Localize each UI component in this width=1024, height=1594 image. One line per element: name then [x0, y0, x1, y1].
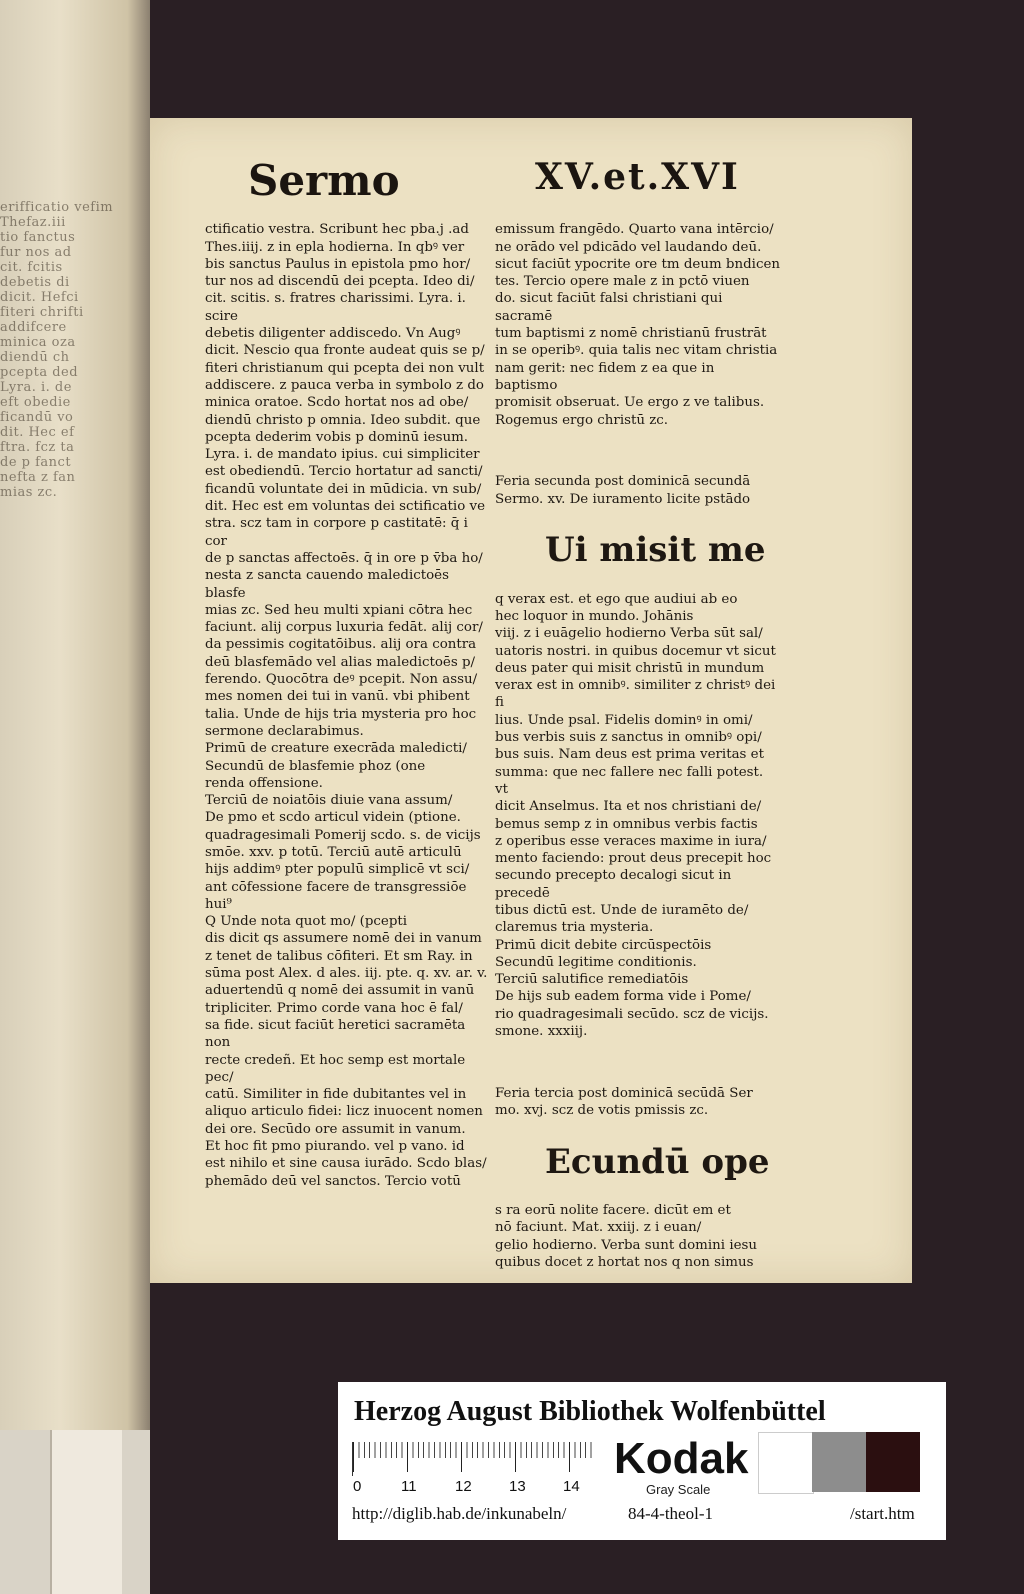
gray-swatch-dark — [866, 1432, 920, 1492]
right-column-text-e: s ra eorū nolite facere. dicūt em et nō faciunt. Mat. xxiij. z i euan/ gelio hodierno. Verba sunt domini iesu quibus docet z hortat nos q non simus — [495, 1203, 758, 1271]
gray-scale-text: Gray Scale — [646, 1482, 711, 1497]
decorated-incipit-2: Ecundū ope — [545, 1141, 770, 1182]
book-leaf — [150, 118, 912, 1283]
start-path: /start.htm — [850, 1504, 915, 1523]
gray-swatch-mid — [812, 1432, 866, 1492]
ruler-number: 14 — [563, 1478, 580, 1495]
running-head-left: Sermo — [248, 156, 400, 205]
rubric-feria-tercia: Feria tercia post dominicā secūdā Ser mo. xvj. scz de votis pmissis zc. — [495, 1085, 753, 1119]
left-column — [205, 202, 493, 1207]
ruler-number: 13 — [509, 1478, 526, 1495]
rubric-feria-secunda: Feria secunda post dominicā secundā Sermo. xv. De iuramento licite pstādo — [495, 474, 751, 507]
library-label — [338, 1382, 946, 1540]
left-column-text: ctificatio vestra. Scribunt hec pba.j .ad Thes.iiij. z in epla hodierna. In qbꝰ ver bis sanctus Paulus in epistola pmo hor/ tur nos ad discendū dei pcepta. Ideo di/ cit. scitis. s. fratres charissimi. Lyra. i. scire debetis diligenter addiscedo. Vn Augꝰ dicit. Nescio qua fronte audeat quis se p/ fiteri christianum qui pcepta dei non vult addiscere. z pauca verba in symbolo z do minica oratoe. Scdo hortat nos ad obe/ diendū christo p omnia. Ideo subdit. que pcepta dederim vobis p dominū iesum. Lyra. i. de mandato ipius. cui simpliciter est obediendū. Tercio hortatur ad sancti/ ficandū voluntate dei in mūdicia. vn sub/ dit. Hec est em voluntas dei sctificatio ve stra. scz tam in corpore p castitatē: q̄ i cor de p sanctas affectoēs. q̄ in ore p v̄ba ho/ nesta z sancta cauendo maledictoēs blasfe mias zc. Sed heu multi xpiani cōtra hec faciunt. alij corpus luxuria fedāt. alij cor/ da pessimis cogitatōibus. alij ora contra deū blasfemādo vel alias maledictoēs p/ ferendo. Quocōtra deꝰ pcepit. Non assu/ mes nomen dei tui in vanū. vbi phibent talia. Unde de hijs tria mysteria pro hoc sermone declarabimus. Primū de creature execrāda maledicti/ Secundū de blasfemie phoz (one renda offensione. Terciū de noiatōis diuie vana assum/ De pmo et scdo articul videin (ptione. quadragesimali Pomerij scdo. s. de vicijs smōe. xxv. p totū. Terciū autē articulū hijs addimꝰ pter populū simplicē vt sci/ ant cōfessione facere de transgressiōe hui⁹ Q Unde nota quot mo/ (pcepti dis dicit qs assumere nomē dei in vanum z tenet de talibus cōfiteri. Et sm Ray. in sūma post Alex. d ales. iij. pte. q. xv. ar. v. aduertendū q nomē dei assumit in vanū tripliciter. Primo corde vana hoc ē fal/ sa fide. sicut faciūt heretici sacramēta non recte credeñ. Et hoc semp est mortale pec/ catū. Similiter in fide dubitantes vel in aliquo articulo fidei: licz inuocent nomen dei ore. Secūdo ore assumit in vanum. Et hoc fit pmo piurando. vel p vano. id est nihilo et sine causa iurādo. Scdo blas/ phemādo deū vel sanctos. Tercio votū — [205, 222, 488, 1189]
ruler-number: 0 — [353, 1478, 362, 1495]
library-url: http://diglib.hab.de/inkunabeln/ — [352, 1504, 567, 1523]
scale-ruler — [352, 1442, 593, 1495]
facing-page — [0, 0, 150, 1594]
library-title: Herzog August Bibliothek Wolfenbüttel — [354, 1396, 826, 1427]
running-head-right: XV.et.XVI — [535, 156, 740, 198]
right-column-text-a: emissum frangēdo. Quarto vana intērcio/ ne orādo vel pdicādo vel laudando deū. sicut faciūt ypocrite ore tm deum bndicen tes. Tercio opere male z in pctō viuen do. sicut faciūt falsi christiani qui sacramē tum baptismi z nomē christianū frustrāt in se operibꝰ. quia talis nec vitam christia nam gerit: nec fidem z ea que in baptismo promisit obseruat. Ue ergo z ve talibus. Rogemus ergo christū zc. — [495, 222, 780, 428]
gray-swatch-white — [758, 1432, 814, 1494]
right-column — [495, 202, 780, 1289]
archive-slip — [50, 1430, 122, 1594]
decorated-incipit-1: Ui misit me — [545, 530, 766, 571]
kodak-logo: Kodak — [614, 1434, 749, 1483]
right-column-text-c: q verax est. et ego que audiui ab eo hec loquor in mundo. Johānis viij. z i euāgelio hodierno Verba sūt sal/ uatoris nostri. in quibus docemur vt sicut deus pater qui misit christū in mundum verax est in omnibꝰ. similiter z christꝰ dei fi lius. Unde psal. Fidelis dominꝰ in omi/ bus verbis suis z sanctus in omnibꝰ opi/ bus suis. Nam deus est prima veritas et summa: que nec fallere nec falli potest. vt dicit Anselmus. Ita et nos christiani de/ bemus semp z in omnibus verbis factis z operibus esse veraces maxime in iura/ mento faciendo: prout deus precepit hoc secundo precepto decalogi sicut in precedē tibus dictū est. Unde de iuramēto de/ claremus tria mysteria. Primū dicit debite circūspectōis Secundū legitime conditionis. Terciū salutifice remediatōis De hijs sub eadem forma vide i Pome/ rio quadragesimali secūdo. scz de vicijs. smone. xxxiij. — [495, 591, 776, 1040]
facing-page-text: erifficatio vefim Thefaz.iii tio fanctus fur nos ad cit. fcitis debetis di dicit. Hefci fiteri chrifti addifcere minica oza diendū ch pcepta ded Lyra. i. de eft obedie ficandū vo dit. Hec ef ftra. fcz ta de p fanct nefta z fan mias zc. — [0, 200, 114, 500]
ruler-number: 12 — [455, 1478, 472, 1495]
ruler-number: 11 — [401, 1478, 417, 1495]
shelfmark: 84-4-theol-1 — [628, 1504, 713, 1523]
